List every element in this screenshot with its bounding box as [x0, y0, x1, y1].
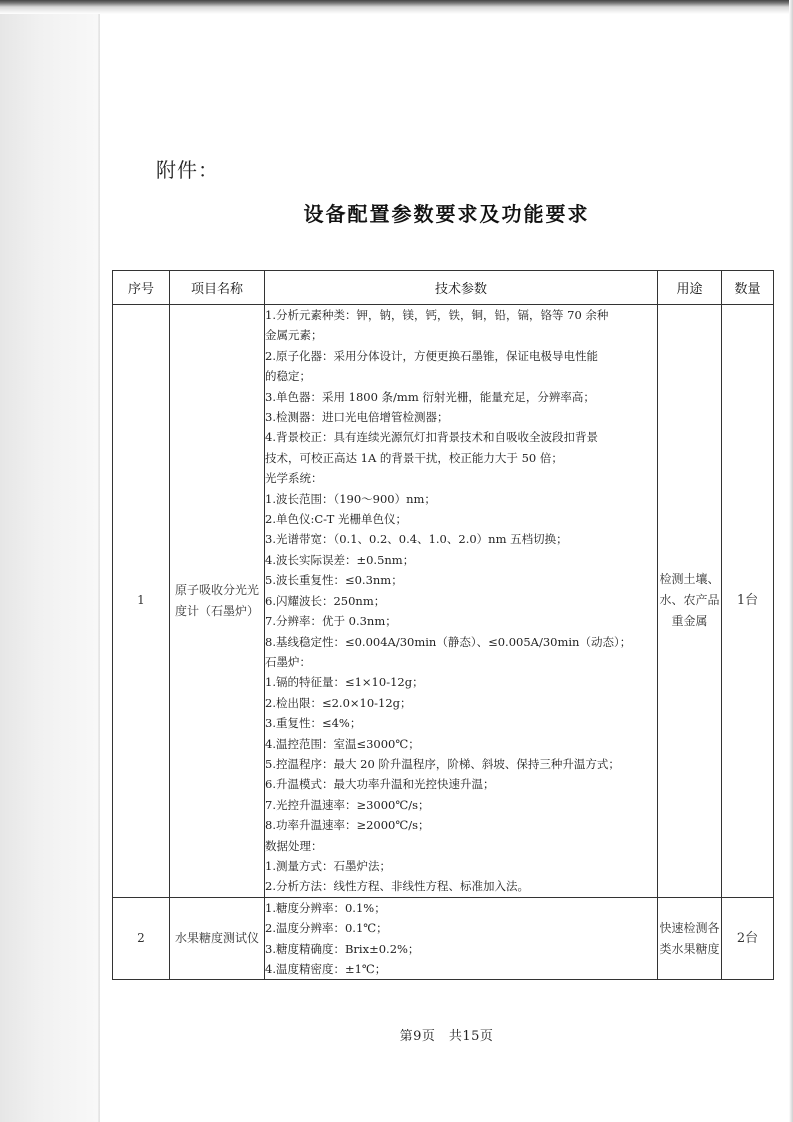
param-line: 8.功率升温速率：≥2000℃/s； — [265, 818, 430, 833]
param-line: 1.测量方式：石墨炉法； — [265, 858, 391, 873]
param-line: 6.升温模式：最大功率升温和光控快速升温； — [265, 777, 495, 792]
table-body — [113, 305, 774, 980]
header-name: 项目名称 — [170, 271, 265, 305]
document-title: 设备配置参数要求及功能要求 — [303, 202, 590, 226]
param-line: 3.糖度精确度：Brix±0.2%； — [265, 941, 420, 956]
row-use: 快速检测各类水果糖度 — [658, 897, 722, 980]
param-line: 2.分析方法：线性方程、非线性方程、标准加入法。 — [265, 879, 529, 894]
param-line: 3.重复性：≤4%； — [265, 716, 362, 731]
param-line: 4.温控范围：室温≤3000℃； — [265, 736, 420, 751]
param-line: 4.波长实际误差：±0.5nm； — [265, 552, 415, 567]
row-name: 水果糖度测试仪 — [170, 897, 265, 980]
param-line: 石墨炉： — [265, 654, 311, 669]
row-no: 1 — [113, 305, 170, 898]
param-line: 4.温度精密度：±1℃； — [265, 962, 387, 976]
header-params: 技术参数 — [265, 271, 658, 305]
param-line: 6.闪耀波长：250nm； — [265, 593, 386, 608]
param-line: 5.控温程序：最大 20 阶升温程序，阶梯、斜坡、保持三种升温方式； — [265, 756, 620, 771]
param-line: 数据处理： — [265, 838, 323, 853]
param-line: 2.温度分辨率：0.1℃； — [265, 921, 388, 936]
param-line: 金属元素； — [265, 328, 323, 343]
row-params — [265, 305, 658, 898]
row-qty: 2台 — [722, 897, 774, 980]
param-line: 技术，可校正高达 1A 的背景干扰，校正能力大于 50 倍； — [265, 450, 563, 465]
param-line: 7.光控升温速率：≥3000℃/s； — [265, 797, 430, 812]
param-line: 2.检出限：≤2.0×10-12g； — [265, 695, 412, 710]
param-line: 7.分辨率：优于 0.3nm； — [265, 614, 397, 629]
param-line: 2.原子化器：采用分体设计，方便更换石墨锥，保证电极导电性能 — [265, 348, 598, 363]
param-line: 4.背景校正：具有连续光源氘灯扣背景技术和自吸收全波段扣背景 — [265, 430, 598, 445]
row-use: 检测土壤、水、农产品重金属 — [658, 305, 722, 898]
page-number: 第9页 共15页 — [399, 1029, 494, 1044]
param-line: 的稳定； — [265, 369, 311, 384]
param-line: 3.单色器：采用 1800 条/mm 衍射光栅，能量充足，分辨率高； — [265, 389, 595, 404]
table-header-row — [113, 271, 774, 305]
param-line: 1.分析元素种类：钾，钠，镁，钙，铁，铜，铅，镉，铬等 70 余种 — [265, 308, 609, 322]
table-row — [113, 897, 774, 980]
row-no: 2 — [113, 897, 170, 980]
row-params — [265, 897, 658, 980]
param-line: 1.糖度分辨率：0.1%； — [265, 900, 386, 915]
attachment-label: 附件： — [156, 158, 219, 182]
row-qty: 1台 — [722, 305, 774, 898]
table-row — [113, 305, 774, 898]
param-line: 8.基线稳定性：≤0.004A/30min（静态）、≤0.005A/30min（动态）； — [265, 634, 632, 649]
param-line: 3.光谱带宽：（0.1、0.2、0.4、1.0、2.0）nm 五档切换； — [265, 532, 568, 547]
param-line: 3.检测器：进口光电倍增管检测器； — [265, 410, 449, 425]
scan-right-shadow — [789, 0, 793, 1122]
param-line: 1.镉的特征量：≤1×10-12g； — [265, 675, 424, 690]
spec-table — [112, 270, 774, 980]
scan-left-shadow — [0, 0, 100, 1122]
param-line: 光学系统： — [265, 471, 323, 486]
scan-top-shadow — [0, 0, 793, 14]
header-qty: 数量 — [722, 271, 774, 305]
header-no: 序号 — [113, 271, 170, 305]
param-line: 1.波长范围：（190～900）nm； — [265, 491, 436, 506]
param-line: 2.单色仪:C-T 光栅单色仪； — [265, 512, 407, 527]
header-use: 用途 — [658, 271, 722, 305]
param-line: 5.波长重复性：≤0.3nm； — [265, 573, 403, 588]
row-name: 原子吸收分光光度计（石墨炉） — [170, 305, 265, 898]
